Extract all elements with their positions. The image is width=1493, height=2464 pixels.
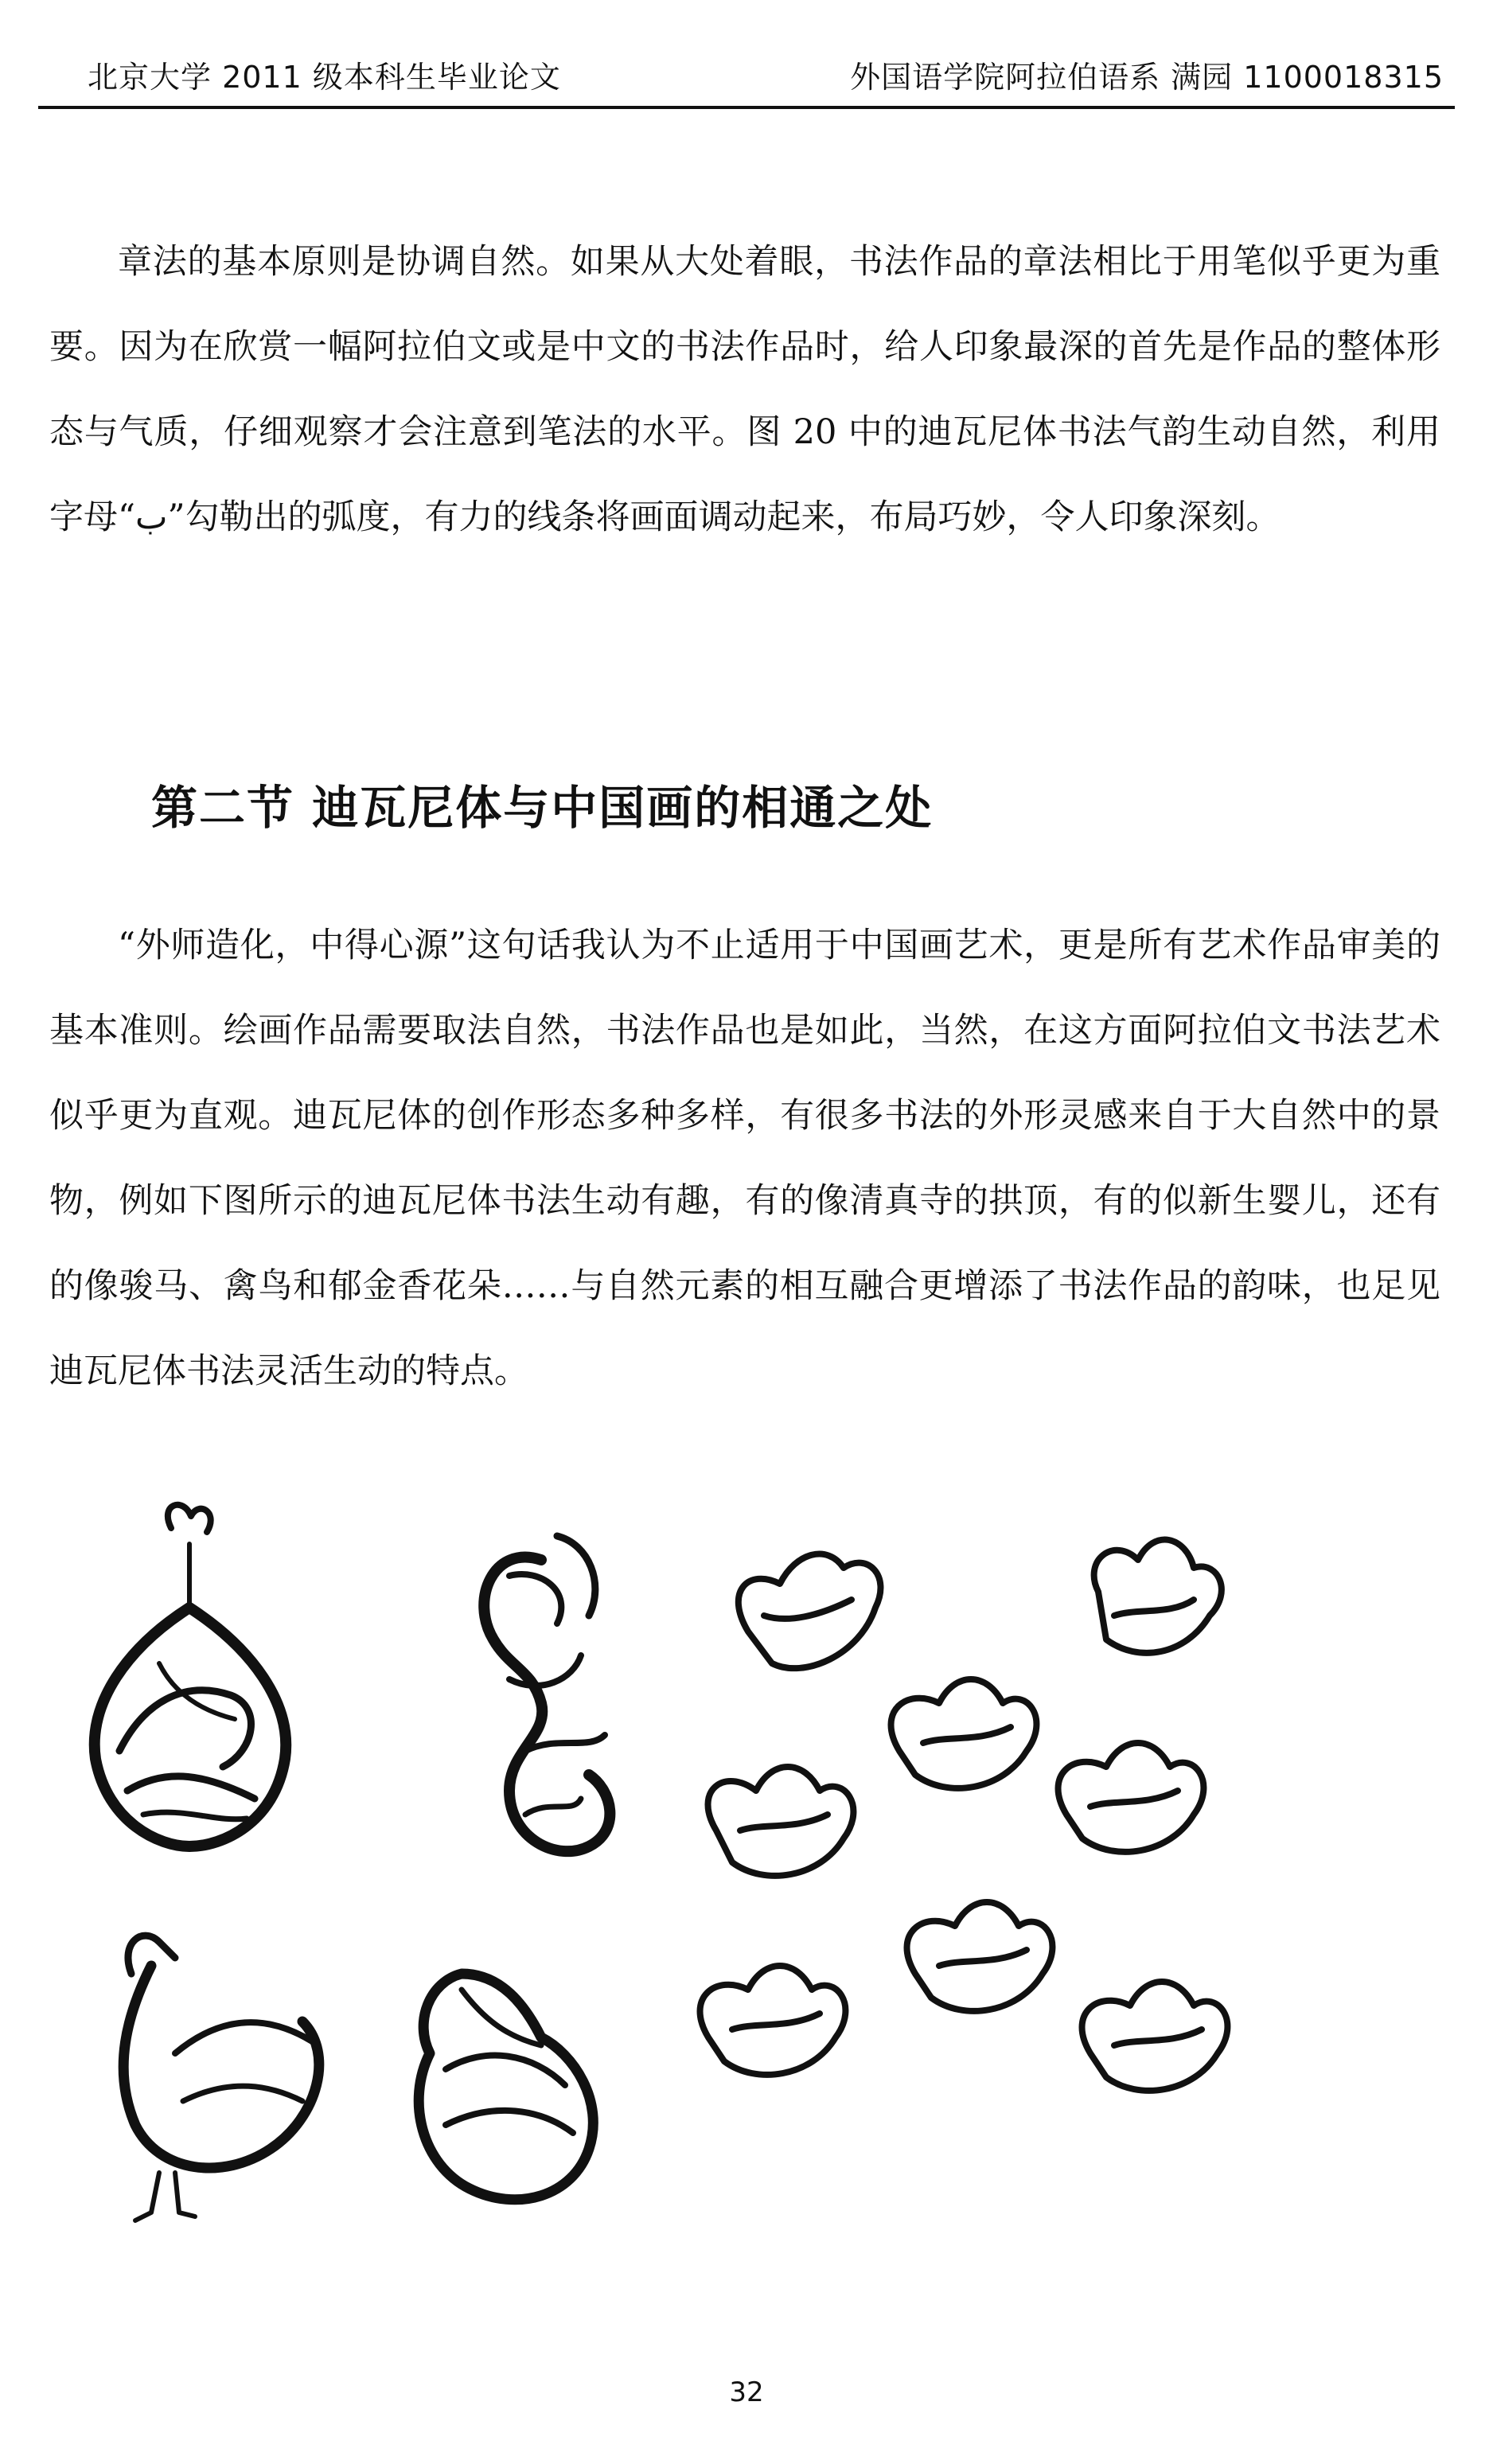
section-title: 第二节 迪瓦尼体与中国画的相通之处 [151, 781, 934, 835]
diwani-calligraphy-shapes-icon [64, 1496, 1289, 2268]
page-header-right: 外国语学院阿拉伯语系 满园 1100018315 [850, 60, 1444, 95]
infant-calligraphy-icon [484, 1536, 610, 1851]
page-header-left: 北京大学 2011 级本科生毕业论文 [88, 60, 561, 95]
dome-calligraphy-icon [95, 1505, 286, 1846]
calligraphy-figure [64, 1496, 1289, 2268]
body-paragraph-2: “外师造化，中得心源”这句话我认为不止适用于中国画艺术，更是所有艺术作品审美的基本准则。绘画作品需要取法自然，书法作品也是如此，当然，在这方面阿拉伯文书法艺术似乎更为直观。迪瓦尼体的创作形态多种多样，有很多书法的外形灵感来自于大自然中的景物，例如下图所示的迪瓦尼体书法生动有趣，有的像清真寺的拱顶，有的似新生婴儿，还有的像骏马、禽鸟和郁金香花朵……与自然元素的相互融合更增添了书法作品的韵味，也足见迪瓦尼体书法灵活生动的特点。 [49, 926, 1440, 1391]
page-number: 32 [729, 2376, 764, 2408]
horse-calligraphy-icon [419, 1974, 593, 2200]
body-paragraph-1: 章法的基本原则是协调自然。如果从大处着眼，书法作品的章法相比于用笔似乎更为重要。因为在欣赏一幅阿拉伯文或是中文的书法作品时，给人印象最深的首先是作品的整体形态与气质，仔细观察才会注意到笔法的水平。图 20 中的迪瓦尼体书法气韵生动自然，利用字母“ب”勾勒出的弧度，有力的线条将画面调动起来，布局巧妙，令人印象深刻。 [49, 242, 1440, 537]
bird-calligraphy-icon [123, 1936, 319, 2220]
tulip-calligraphy-icon [700, 1540, 1228, 2091]
header-rule [38, 106, 1455, 109]
